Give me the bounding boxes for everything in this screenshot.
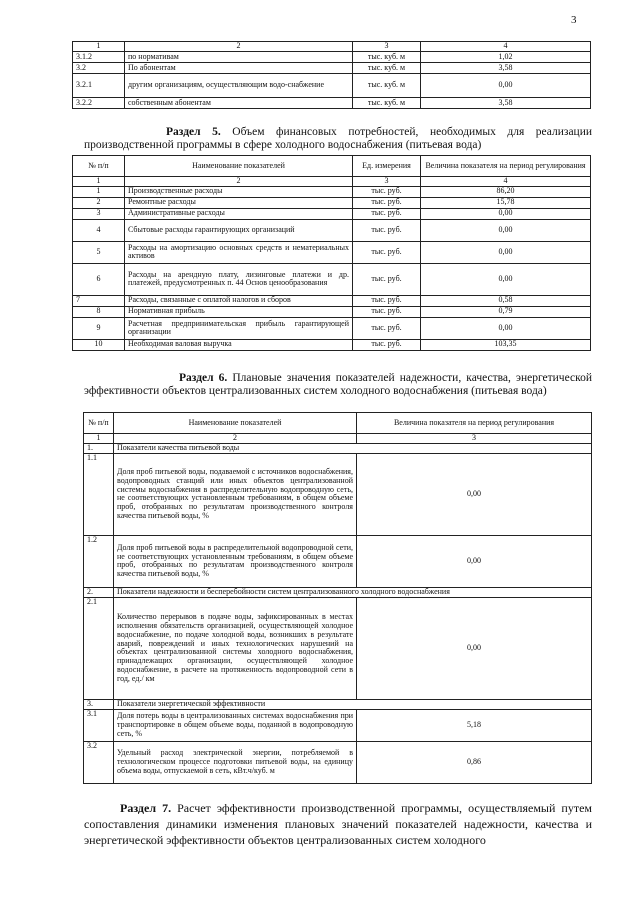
group-row: [84, 587, 592, 597]
row-unit: тыс. куб. м: [353, 74, 421, 98]
row-label: Сбытовые расходы гарантирующих организаций: [125, 219, 353, 241]
row-value: 103,35: [421, 339, 591, 350]
column-header: Ед. измерения: [353, 156, 421, 177]
row-value: 0,00: [421, 208, 591, 219]
section-title: Объем финансовых потребностей, необходимых для реализации производственной программы в сфере холодного водоснабжения (питьевая вода): [84, 126, 593, 151]
table-row: [84, 597, 592, 699]
section-label: Раздел 6.: [179, 372, 228, 384]
row-number: 1: [73, 186, 125, 197]
indicators-table: [83, 412, 592, 784]
row-number: 3.1.2: [73, 52, 125, 63]
table-row: [84, 741, 592, 783]
row-label: Административные расходы: [125, 208, 353, 219]
row-unit: тыс. руб.: [353, 186, 421, 197]
row-unit: тыс. куб. м: [353, 63, 421, 74]
table-row: [73, 197, 591, 208]
row-label: по нормативам: [125, 52, 353, 63]
group-row: [84, 443, 592, 453]
row-value: 0,58: [421, 295, 591, 306]
row-number: 10: [73, 339, 125, 350]
row-value: 0,86: [357, 741, 592, 783]
row-number: 6: [73, 263, 125, 295]
row-number: 9: [73, 317, 125, 339]
row-label: Необходимая валовая выручка: [125, 339, 353, 350]
row-value: 0,00: [421, 317, 591, 339]
row-label: Расходы на арендную плату, лизинговые платежи и др. платежей, предусмотренных п. 44 Основ ценообразования: [125, 263, 353, 295]
row-label: Ремонтные расходы: [125, 197, 353, 208]
section-6-heading: [84, 372, 592, 398]
row-value: 5,18: [357, 709, 592, 741]
row-number: 1.2: [84, 535, 114, 587]
row-number: 3.2.2: [73, 98, 125, 109]
table-row: [73, 74, 591, 98]
table-row: [73, 339, 591, 350]
row-label: Удельный расход электрической энергии, потребляемой в технологическом процессе подготовки питьевой воды, на единицу объема воды, отпускаемой в сеть, кВт.ч/куб. м: [114, 741, 357, 783]
column-header: Величина показателя на период регулирования: [357, 413, 592, 434]
group-title: Показатели надежности и бесперебойности систем централизованного холодного водоснабжения: [114, 587, 592, 597]
table-row: [84, 535, 592, 587]
table-row: [73, 52, 591, 63]
group-title: Показатели качества питьевой воды: [114, 443, 592, 453]
row-label: Расчетная предпринимательская прибыль гарантирующей организации: [125, 317, 353, 339]
row-unit: тыс. руб.: [353, 197, 421, 208]
row-unit: тыс. руб.: [353, 219, 421, 241]
column-number: 4: [421, 177, 591, 187]
column-number: 2: [114, 434, 357, 444]
row-unit: тыс. куб. м: [353, 98, 421, 109]
section-title: Плановые значения показателей надежности, качества, энергетической эффективности объектов централизованных систем холодного водоснабжения (питьевая вода): [84, 372, 592, 397]
column-header: Величина показателя на период регулирования: [421, 156, 591, 177]
row-unit: тыс. руб.: [353, 208, 421, 219]
table-header-cell: 3: [353, 42, 421, 52]
table-row: [73, 208, 591, 219]
column-header: Наименование показателей: [114, 413, 357, 434]
table-row: [84, 709, 592, 741]
row-label: Расходы, связанные с оплатой налогов и сборов: [125, 295, 353, 306]
row-value: 0,79: [421, 306, 591, 317]
row-label: Производственные расходы: [125, 186, 353, 197]
table-header-cell: 1: [73, 42, 125, 52]
row-value: 0,00: [421, 74, 591, 98]
volume-table: [72, 41, 591, 109]
row-value: 0,00: [421, 241, 591, 263]
table-row: [73, 317, 591, 339]
group-number: 1.: [84, 443, 114, 453]
row-value: 0,00: [357, 535, 592, 587]
row-number: 3.2.1: [73, 74, 125, 98]
group-title: Показатели энергетической эффективности: [114, 699, 592, 709]
row-unit: тыс. руб.: [353, 339, 421, 350]
row-value: 0,00: [421, 219, 591, 241]
table-row: [73, 98, 591, 109]
row-label: Нормативная прибыль: [125, 306, 353, 317]
row-label: Количество перерывов в подаче воды, зафиксированных в местах исполнения обязательств организацией, осуществляющей холодное водоснабжение, по подаче холодной воды, возникших в результате аварий, повреждений и иных технологических нарушений на объектах централизованной системы холодного водоснабжения, принадлежащих организации, осуществляющей холодное водоснабжение, в расчете на протяженность водопроводной сети в год, ед./ км: [114, 597, 357, 699]
table-header-cell: 4: [421, 42, 591, 52]
table-row: [73, 219, 591, 241]
group-number: 2.: [84, 587, 114, 597]
row-number: 7: [73, 295, 125, 306]
row-number: 3.1: [84, 709, 114, 741]
row-label: По абонентам: [125, 63, 353, 74]
group-row: [84, 699, 592, 709]
table-row: [73, 186, 591, 197]
row-number: 8: [73, 306, 125, 317]
row-unit: тыс. руб.: [353, 241, 421, 263]
row-label: Доля проб питьевой воды в распределительной водопроводной сети, не соответствующих установленным требованиям, в общем объеме проб, отобранных по результатам производственного контроля качества питьевой воды, %: [114, 535, 357, 587]
row-number: 3: [73, 208, 125, 219]
table-row: [73, 241, 591, 263]
row-number: 4: [73, 219, 125, 241]
row-number: 2: [73, 197, 125, 208]
table-row: [73, 306, 591, 317]
row-label: другим организациям, осуществляющим водо-снабжение: [125, 74, 353, 98]
row-value: 1,02: [421, 52, 591, 63]
column-header: Наименование показателей: [125, 156, 353, 177]
row-unit: тыс. руб.: [353, 317, 421, 339]
row-value: 0,00: [357, 597, 592, 699]
row-number: 2.1: [84, 597, 114, 699]
row-value: 0,00: [421, 263, 591, 295]
row-number: 5: [73, 241, 125, 263]
row-unit: тыс. руб.: [353, 306, 421, 317]
column-header: № п/п: [84, 413, 114, 434]
row-label: Доля проб питьевой воды, подаваемой с источников водоснабжения, водопроводных станций или иных объектов централизованной системы водоснабжения в распределительную водопроводную сеть, не соответствующих установленным требованиям, в общем объеме проб, отобранных по результатам производственного контроля качества питьевой воды, %: [114, 453, 357, 535]
row-value: 0,00: [357, 453, 592, 535]
row-value: 86,20: [421, 186, 591, 197]
table-row: [73, 295, 591, 306]
page-number: 3: [571, 14, 577, 26]
table-header-cell: 2: [125, 42, 353, 52]
row-label: Расходы на амортизацию основных средств и нематериальных активов: [125, 241, 353, 263]
table-row: [73, 263, 591, 295]
column-number: 3: [357, 434, 592, 444]
row-number: 3.2: [73, 63, 125, 74]
row-value: 3,58: [421, 63, 591, 74]
row-value: 3,58: [421, 98, 591, 109]
row-number: 1.1: [84, 453, 114, 535]
section-title: Расчет эффективности производственной программы, осуществляемый путем сопоставления динамики изменения плановых значений показателей надежности, качества и энергетической эффективности объектов централизованных систем холодного: [84, 801, 592, 847]
row-unit: тыс. куб. м: [353, 52, 421, 63]
column-number: 3: [353, 177, 421, 187]
section-label: Раздел 7.: [120, 801, 172, 815]
column-number: 1: [73, 177, 125, 187]
row-unit: тыс. руб.: [353, 295, 421, 306]
row-number: 3.2: [84, 741, 114, 783]
column-number: 2: [125, 177, 353, 187]
column-number: 1: [84, 434, 114, 444]
row-label: Доля потерь воды в централизованных системах водоснабжения при транспортировке в общем объеме воды, поданной в водопроводную сеть, %: [114, 709, 357, 741]
row-value: 15,78: [421, 197, 591, 208]
row-unit: тыс. руб.: [353, 263, 421, 295]
financial-needs-table: [72, 155, 591, 351]
section-5-heading: [84, 126, 592, 152]
group-number: 3.: [84, 699, 114, 709]
row-label: собственным абонентам: [125, 98, 353, 109]
section-7-heading: [84, 800, 592, 848]
column-header: № п/п: [73, 156, 125, 177]
table-row: [73, 63, 591, 74]
table-row: [84, 453, 592, 535]
section-label: Раздел 5.: [166, 126, 221, 138]
